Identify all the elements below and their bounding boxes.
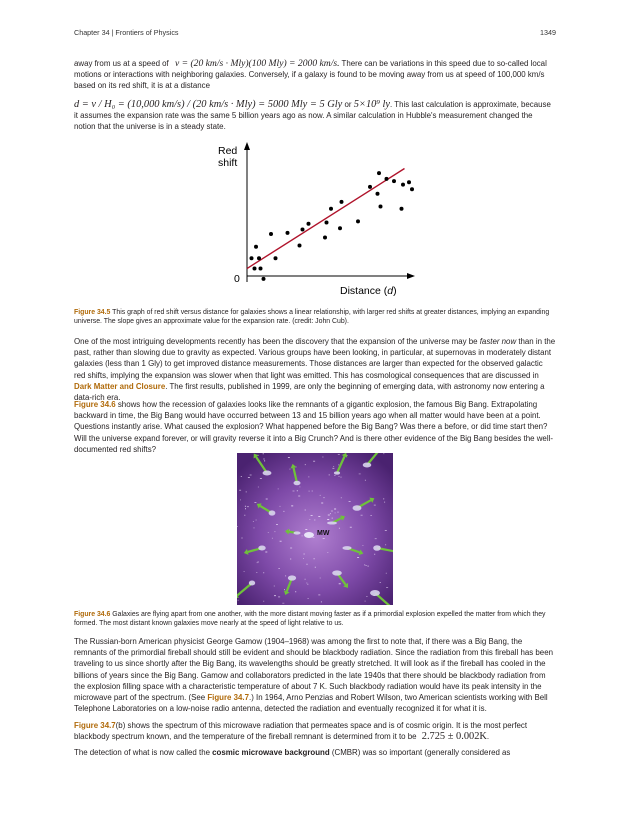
data-point <box>253 267 257 271</box>
star <box>313 461 315 462</box>
equation-distance: d = v / H₀ = (10,000 km/s) / (20 km/s · Mly) = 5000 Mly = 5 Gly <box>74 99 343 110</box>
data-point <box>377 171 381 175</box>
data-point <box>269 232 273 236</box>
star <box>240 500 241 501</box>
star <box>297 490 298 491</box>
star <box>254 502 256 503</box>
star <box>260 478 262 479</box>
data-point <box>262 277 266 281</box>
galaxy <box>370 590 380 596</box>
star <box>371 515 372 516</box>
y-axis-label-line2: shift <box>218 157 238 169</box>
star <box>383 453 384 454</box>
star <box>380 582 381 583</box>
star <box>302 536 303 537</box>
star <box>385 544 386 545</box>
caption-text: Galaxies are flying apart from one another, with the more distant moving faster as if a primordial explosion expelled the matter from which they formed. The most distant known galaxies move nearly at the speed of light relative to us. <box>74 611 546 628</box>
star <box>334 475 335 476</box>
star <box>329 475 330 476</box>
data-point <box>257 256 261 260</box>
star <box>350 527 352 528</box>
x-axis-label-post: ) <box>393 285 397 297</box>
star <box>237 526 238 527</box>
data-point <box>410 187 414 191</box>
star <box>339 583 341 584</box>
text-run: . The first results, published in 1999, are only the beginning of emerging data, with astronomy now entering a data-rich era. <box>74 381 545 403</box>
space-background <box>237 453 393 605</box>
galaxy <box>353 505 362 511</box>
text-run: .) In 1964, Arno Penzias and Robert Wilson, two American scientists working with Bell Telephone Laboratories on a low-noise radio antenna, detected the radiation and eventually recognized it for what it is. <box>74 693 548 714</box>
x-axis-label-var: d <box>387 285 394 297</box>
data-point <box>259 267 263 271</box>
galaxy <box>373 545 381 551</box>
text-run: (CMBR) was so important (generally considered as <box>329 748 511 757</box>
star <box>257 562 258 563</box>
milky-way-label: MW <box>317 530 330 537</box>
galaxy <box>294 481 301 485</box>
star <box>365 480 366 481</box>
page-number: 1349 <box>540 28 556 37</box>
star <box>299 487 300 488</box>
data-point <box>376 192 380 196</box>
star <box>256 520 257 521</box>
star <box>306 583 307 584</box>
star <box>248 477 250 478</box>
text-run: . This last calculation is approximate, because it assumes the expansion rate was the same 5 billion years ago as now. A similar calculation in Hubble's measurement changed the notion that the universe is in a steady state. <box>74 100 551 132</box>
star <box>328 515 330 516</box>
link-dark-matter[interactable]: Dark Matter and Closure <box>74 381 166 391</box>
star <box>333 466 334 467</box>
star <box>324 497 325 498</box>
star <box>258 487 259 488</box>
caption-label: Figure 34.5 <box>74 309 111 316</box>
paragraph-big-bang <box>74 399 556 455</box>
data-point <box>368 185 372 189</box>
data-point <box>340 200 344 204</box>
star <box>241 476 242 477</box>
star <box>361 515 363 516</box>
star <box>374 554 375 555</box>
star <box>253 521 254 522</box>
galaxy <box>269 510 276 515</box>
star <box>291 506 293 507</box>
star <box>280 506 281 507</box>
y-axis-label-line1: Red <box>218 145 238 157</box>
star <box>307 584 308 585</box>
star <box>349 501 351 502</box>
star <box>338 465 339 466</box>
data-point <box>356 219 360 223</box>
star <box>307 564 308 565</box>
text-run: away from us at a speed of <box>74 59 169 68</box>
text-run: The Russian-born American physicist George Gamow (1904–1968) was among the first to note that, if there was a Big Bang, the remnants of the primordial fireball should still be evident and should be blackbody radiation. Since the radiation from this fireball has been traveling to us since shortly after the Big Bang, its wavelengths should be greatly stretched. It will look as if the fireball has cooled in the billions of years since the Big Bang. Gamow and collaborators predicted in the late 1940s that there should be blackbody radiation from the explosion filling space with a characteristic temperature of about 7 K. Such blackbody radiation would have its peak intensity in the microwave part of the spectrum. (See <box>74 637 553 703</box>
text-run: (b) shows the spectrum of this microwave radiation that permeates space and is of cosmic origin. It is the most perfect blackbody spectrum known, and the temperature of the fireball remnant is determined from it to be <box>74 721 528 742</box>
star <box>238 600 239 601</box>
star <box>312 491 313 492</box>
star <box>364 565 365 566</box>
star <box>341 477 342 478</box>
link-figure-34-7[interactable]: Figure 34.7 <box>207 693 249 703</box>
star <box>304 554 305 555</box>
galaxy <box>334 471 340 474</box>
star <box>290 559 291 560</box>
data-point <box>298 244 302 248</box>
running-header: Chapter 34 | Frontiers of Physics <box>74 28 179 37</box>
x-axis-arrowhead <box>407 273 415 279</box>
star <box>256 572 257 573</box>
star <box>374 505 376 506</box>
data-point <box>392 179 396 183</box>
origin-label: 0 <box>234 273 240 285</box>
galaxy <box>342 546 351 550</box>
star <box>305 579 306 580</box>
star <box>357 557 359 558</box>
star <box>338 454 340 455</box>
star <box>246 492 247 493</box>
figure-34-6-caption <box>74 610 556 629</box>
star <box>331 511 333 512</box>
star <box>293 491 295 492</box>
text-run: than in the past, rather than slowing due to gravity as expected. Various groups have been looking, in particular, at supernovas in moderately distant galaxies (less than 1 Gly) to get improved distance measurements. Those distances are larger than expected for the observed galactic red shifts, implying the expansion was slower when that light was emitted. This has cosmological consequences that are discussed in <box>74 337 556 380</box>
star <box>245 508 246 509</box>
figure-34-5-caption <box>74 308 556 327</box>
star <box>285 576 286 577</box>
emphasis-faster-now: faster now <box>479 337 517 346</box>
paragraph-distance <box>74 99 556 133</box>
equation-temperature: 2.725 ± 0.002K <box>421 731 487 743</box>
star <box>366 596 367 597</box>
text-run: shows how the recession of galaxies looks like the remnants of a gigantic explosion, the famous Big Bang. Extrapolating backward in time, the Big Bang would have occurred between 13 and 15 billion years ago when all matter would have been at a point. Questions instantly arise. What caused the explosion? What happened before the Big Bang? Was there a before, or did time start then? Will the universe expand forever, or will gravity reverse it into a Big Crunch? And is there other evidence of the Big Bang besides the well-documented red shifts? <box>74 400 553 454</box>
star <box>272 538 273 539</box>
galaxy <box>249 581 255 586</box>
star <box>242 538 243 539</box>
data-point <box>400 207 404 211</box>
star <box>266 499 268 500</box>
star <box>263 453 264 454</box>
star <box>338 512 339 513</box>
data-point <box>286 231 290 235</box>
star <box>334 509 336 510</box>
star <box>323 538 325 539</box>
text-run: The detection of what is now called the <box>74 748 213 757</box>
data-points-group <box>250 171 415 281</box>
star <box>268 532 269 533</box>
star <box>359 474 361 475</box>
text-run: . <box>486 732 490 742</box>
star <box>335 513 336 514</box>
star <box>298 496 300 497</box>
data-point <box>401 183 405 187</box>
star <box>245 506 246 507</box>
star <box>311 515 313 516</box>
star <box>362 545 363 546</box>
text-run: or <box>344 100 352 109</box>
star <box>386 573 387 574</box>
star <box>283 511 284 512</box>
star <box>375 538 377 539</box>
star <box>303 558 304 559</box>
star <box>322 457 323 458</box>
galaxy <box>293 531 300 534</box>
star <box>305 464 306 465</box>
star <box>327 519 329 520</box>
star <box>263 459 265 460</box>
star <box>290 548 292 549</box>
star <box>305 529 307 530</box>
star <box>295 591 296 592</box>
galaxy <box>332 570 342 575</box>
star <box>339 528 340 529</box>
star <box>274 531 275 532</box>
data-point <box>407 180 411 184</box>
galaxy <box>288 575 296 580</box>
data-point <box>338 226 342 230</box>
x-axis-label <box>340 285 397 297</box>
star <box>279 568 280 569</box>
star <box>314 520 315 521</box>
star <box>320 578 321 579</box>
star <box>280 541 282 542</box>
data-point <box>307 222 311 226</box>
x-axis-label-pre: Distance ( <box>340 285 388 297</box>
star <box>314 558 315 559</box>
link-figure-34-7b[interactable]: Figure 34.7 <box>74 721 116 730</box>
data-point <box>385 177 389 181</box>
star <box>368 566 369 567</box>
star <box>339 476 340 477</box>
milky-way-galaxy <box>304 532 314 538</box>
equation-speed: v = (20 km/s · Mly)(100 Mly) = 2000 km/s. <box>174 58 340 69</box>
y-axis-arrowhead <box>244 142 250 150</box>
data-point <box>329 207 333 211</box>
star <box>274 595 276 596</box>
star <box>308 477 309 478</box>
text-run: One of the most intriguing developments recently has been the discovery that the expansion of the universe may be <box>74 337 480 346</box>
galaxy <box>327 521 337 524</box>
star <box>276 524 278 525</box>
star <box>274 586 275 587</box>
redshift-distance-chart <box>210 140 420 305</box>
galaxy <box>258 546 265 551</box>
paragraph-cmbr-detection <box>74 747 556 758</box>
star <box>250 475 252 476</box>
star <box>244 515 245 516</box>
star <box>264 461 265 462</box>
star <box>318 595 320 596</box>
star <box>309 519 310 520</box>
data-point <box>325 221 329 225</box>
paragraph-accelerating-expansion <box>74 336 556 403</box>
star <box>263 601 264 602</box>
equation-light-years: 5×10⁹ ly <box>353 99 391 110</box>
star <box>278 489 279 490</box>
star <box>366 565 367 566</box>
star <box>282 603 284 604</box>
link-figure-34-6[interactable]: Figure 34.6 <box>74 400 116 409</box>
star <box>383 499 384 500</box>
star <box>332 518 333 519</box>
star <box>385 530 387 531</box>
star <box>330 513 331 514</box>
star <box>284 589 285 590</box>
star <box>258 562 259 563</box>
data-point <box>323 236 327 240</box>
star <box>288 457 290 458</box>
star <box>263 572 264 573</box>
galaxy <box>363 463 372 468</box>
trend-line-group <box>247 169 405 269</box>
data-point <box>379 204 383 208</box>
paragraph-hubble-speed <box>74 58 556 92</box>
star <box>327 552 328 553</box>
data-point <box>274 256 278 260</box>
star <box>289 469 290 470</box>
text-run: There can be variations in this speed due to so-called local motions or interactions with neighboring galaxies. Conversely, if a galaxy is found to be moving away from us at speed of 100,000 km/s based on its red shift, it is at a distance <box>74 59 547 91</box>
star <box>341 497 342 498</box>
galaxy <box>263 470 272 475</box>
star <box>313 537 315 538</box>
star <box>244 571 245 572</box>
star <box>265 552 267 553</box>
star <box>305 510 306 511</box>
star <box>386 587 388 588</box>
star <box>384 502 385 503</box>
star <box>239 490 241 491</box>
star <box>321 602 322 603</box>
term-cmbr: cosmic microwave background <box>212 748 330 757</box>
star <box>309 491 310 492</box>
star <box>254 528 255 529</box>
star <box>332 468 334 469</box>
star <box>247 506 249 507</box>
star <box>318 516 320 517</box>
caption-label: Figure 34.6 <box>74 611 111 618</box>
star <box>308 598 309 599</box>
star <box>278 597 280 598</box>
trend-line <box>247 169 405 269</box>
data-point <box>301 227 305 231</box>
star <box>320 495 321 496</box>
caption-text: This graph of red shift versus distance for galaxies shows a linear relationship, with larger red shifts at greater distances, implying an expanding universe. The slope gives an approximate value for the expansion rate. (credit: John Cub). <box>74 309 550 326</box>
star <box>365 601 366 602</box>
paragraph-gamow <box>74 636 556 714</box>
star <box>321 503 323 504</box>
star <box>315 567 316 568</box>
galaxy-expansion-illustration <box>237 453 393 605</box>
paragraph-cmb-spectrum <box>74 720 556 742</box>
data-point <box>250 256 254 260</box>
data-point <box>254 245 258 249</box>
